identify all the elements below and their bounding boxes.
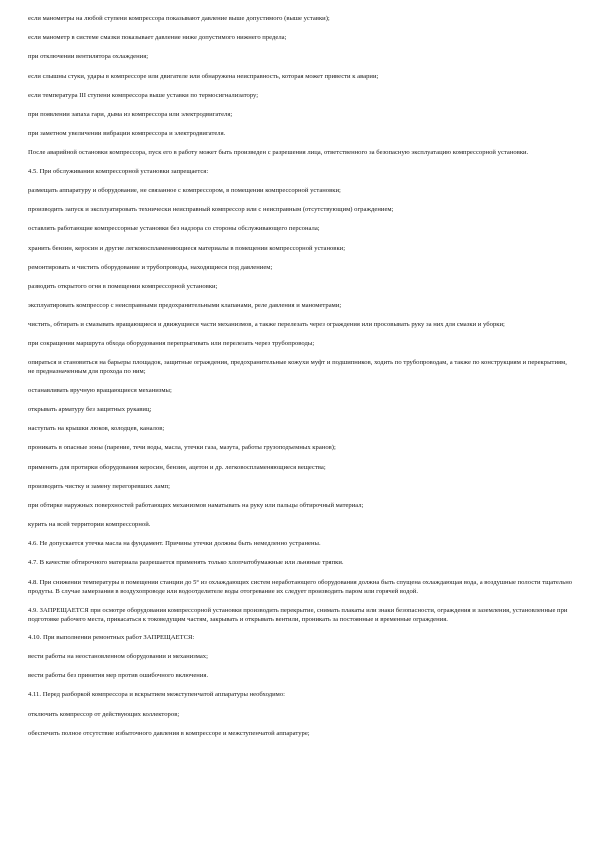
section-heading: 4.5. При обслуживании компрессорной установки запрещается: [28, 167, 209, 175]
paragraph: хранить бензин, керосин и другие легковоспламеняющиеся материалы в помещении компрессорной установки; [28, 244, 346, 252]
paragraph: производить запуск и эксплуатировать технически неисправный компрессор или с неисправным (отсутствующим) ограждением; [28, 206, 394, 214]
paragraph: обеспечить полное отсутствие избыточного давления в компрессоре и межступенчатой аппаратуре; [28, 729, 310, 737]
paragraph: 4.6. Не допускается утечка масла на фундамент. Причины утечки должны быть немедленно устранены. [28, 540, 321, 548]
paragraph: открывать арматуру без защитных рукавиц; [28, 405, 152, 413]
document-body [28, 14, 573, 748]
paragraph: при отключении вентилятора охлаждения; [28, 53, 149, 61]
paragraph: останавливать вручную вращающиеся механизмы; [28, 386, 172, 394]
paragraph: проникать в опасные зоны (парение, течи воды, масла, утечки газа, мазута, работы грузоподъемных кранов); [28, 444, 336, 452]
paragraph: чистить, обтирать и смазывать вращающиеся и движущиеся части механизмов, а также перелезать через ограждения или просовывать руку за них для смазки и уборки; [28, 321, 505, 329]
paragraph: После аварийной остановки компрессора, пуск его в работу может быть произведен с разрешения лица, ответственного за безопасную эксплуатацию компрессорной установки. [28, 149, 529, 157]
paragraph: при заметном увеличении вибрации компрессора и электродвигателя. [28, 130, 226, 138]
paragraph: если температура III ступени компрессора выше уставки по термосигнализатору; [28, 91, 259, 99]
paragraph: при сокращении маршрута обхода оборудования перепрыгивать или перелезать через трубопроводы; [28, 340, 315, 347]
paragraph: при появлении запаха гари, дыма из компрессора или электродвигателя; [28, 110, 233, 118]
paragraph: если манометр в системе смазки показывает давление ниже допустимого нижнего предела; [28, 34, 287, 42]
section-heading: 4.8. При снижении температуры в помещении станции до 5° из охлаждающих систем неработающего оборудования должна быть спущена охлаждающая вода, а воздушные полости тщательно продуты. В случае замерзания в воздухопроводе или водоотделителе воды отогревание их следует производить паром или горячей водой. [28, 578, 573, 595]
paragraph: курить на всей территории компрессорной. [28, 521, 151, 529]
paragraph: размещать аппаратуру и оборудование, не связанное с компрессором, в помещении компрессорной установки; [28, 187, 341, 195]
paragraph: если манометры на любой ступени компрессора показывают давление выше допустимого (выше уставки); [28, 15, 330, 22]
paragraph: опираться и становиться на барьеры площадок, защитные ограждения, предохранительные кожухи муфт и подшипников, ходить по трубопроводам, а также по конструкциям и перекрытиям, не предназначенным для прохода по ним; [28, 359, 567, 376]
paragraph: ремонтировать и чистить оборудование и трубопроводы, находящиеся под давлением; [28, 263, 273, 271]
paragraph: наступать на крышки люков, колодцев, каналов; [28, 425, 165, 433]
paragraph: вести работы без принятия мер против ошибочного включения. [28, 672, 209, 680]
paragraph: при обтирке наружных поверхностей работающих механизмов наматывать на руку или пальцы обтирочный материал; [28, 501, 364, 509]
section-heading: вести работы на неостановленном оборудовании и механизмах; [28, 653, 208, 661]
paragraph: 4.11. Перед разборкой компрессора и вскрытием межступенчатой аппаратуры необходимо: [28, 691, 286, 699]
paragraph: если слышны стуки, удары в компрессоре или двигателе или обнаружена неисправность, которая может привести к аварии; [28, 72, 379, 80]
paragraph: разводить открытого огня в помещении компрессорной установки; [28, 283, 218, 291]
paragraph: применять для протирки оборудования керосин, бензин, ацетон и др. легковоспламеняющиеся вещества; [28, 463, 326, 471]
section-heading: 4.10. При выполнении ремонтных работ ЗАПРЕЩАЕТСЯ: [28, 634, 195, 642]
paragraph: эксплуатировать компрессор с неисправными предохранительными клапанами, реле давления и манометрами; [28, 302, 342, 310]
section-heading: отключить компрессор от действующих коллекторов; [28, 710, 180, 718]
paragraph: оставлять работающие компрессорные установки без надзора со стороны обслуживающего персонала; [28, 225, 320, 233]
paragraph: производить чистку и замену перегоревших ламп; [28, 482, 170, 490]
section-heading: 4.7. В качестве обтирочного материала разрешается применять только хлопчатобумажные или льняные тряпки. [28, 559, 344, 567]
section-heading: 4.9. ЗАПРЕЩАЕТСЯ при осмотре оборудования компрессорной установки производить перекрытие, снимать плакаты или знаки безопасности, ограждения и заземления, установленные при подготовке рабочего места, прикасаться к токоведущим частям, закрывать и открывать вентили, проникать за постоянные и временные ограждения. [28, 606, 568, 623]
